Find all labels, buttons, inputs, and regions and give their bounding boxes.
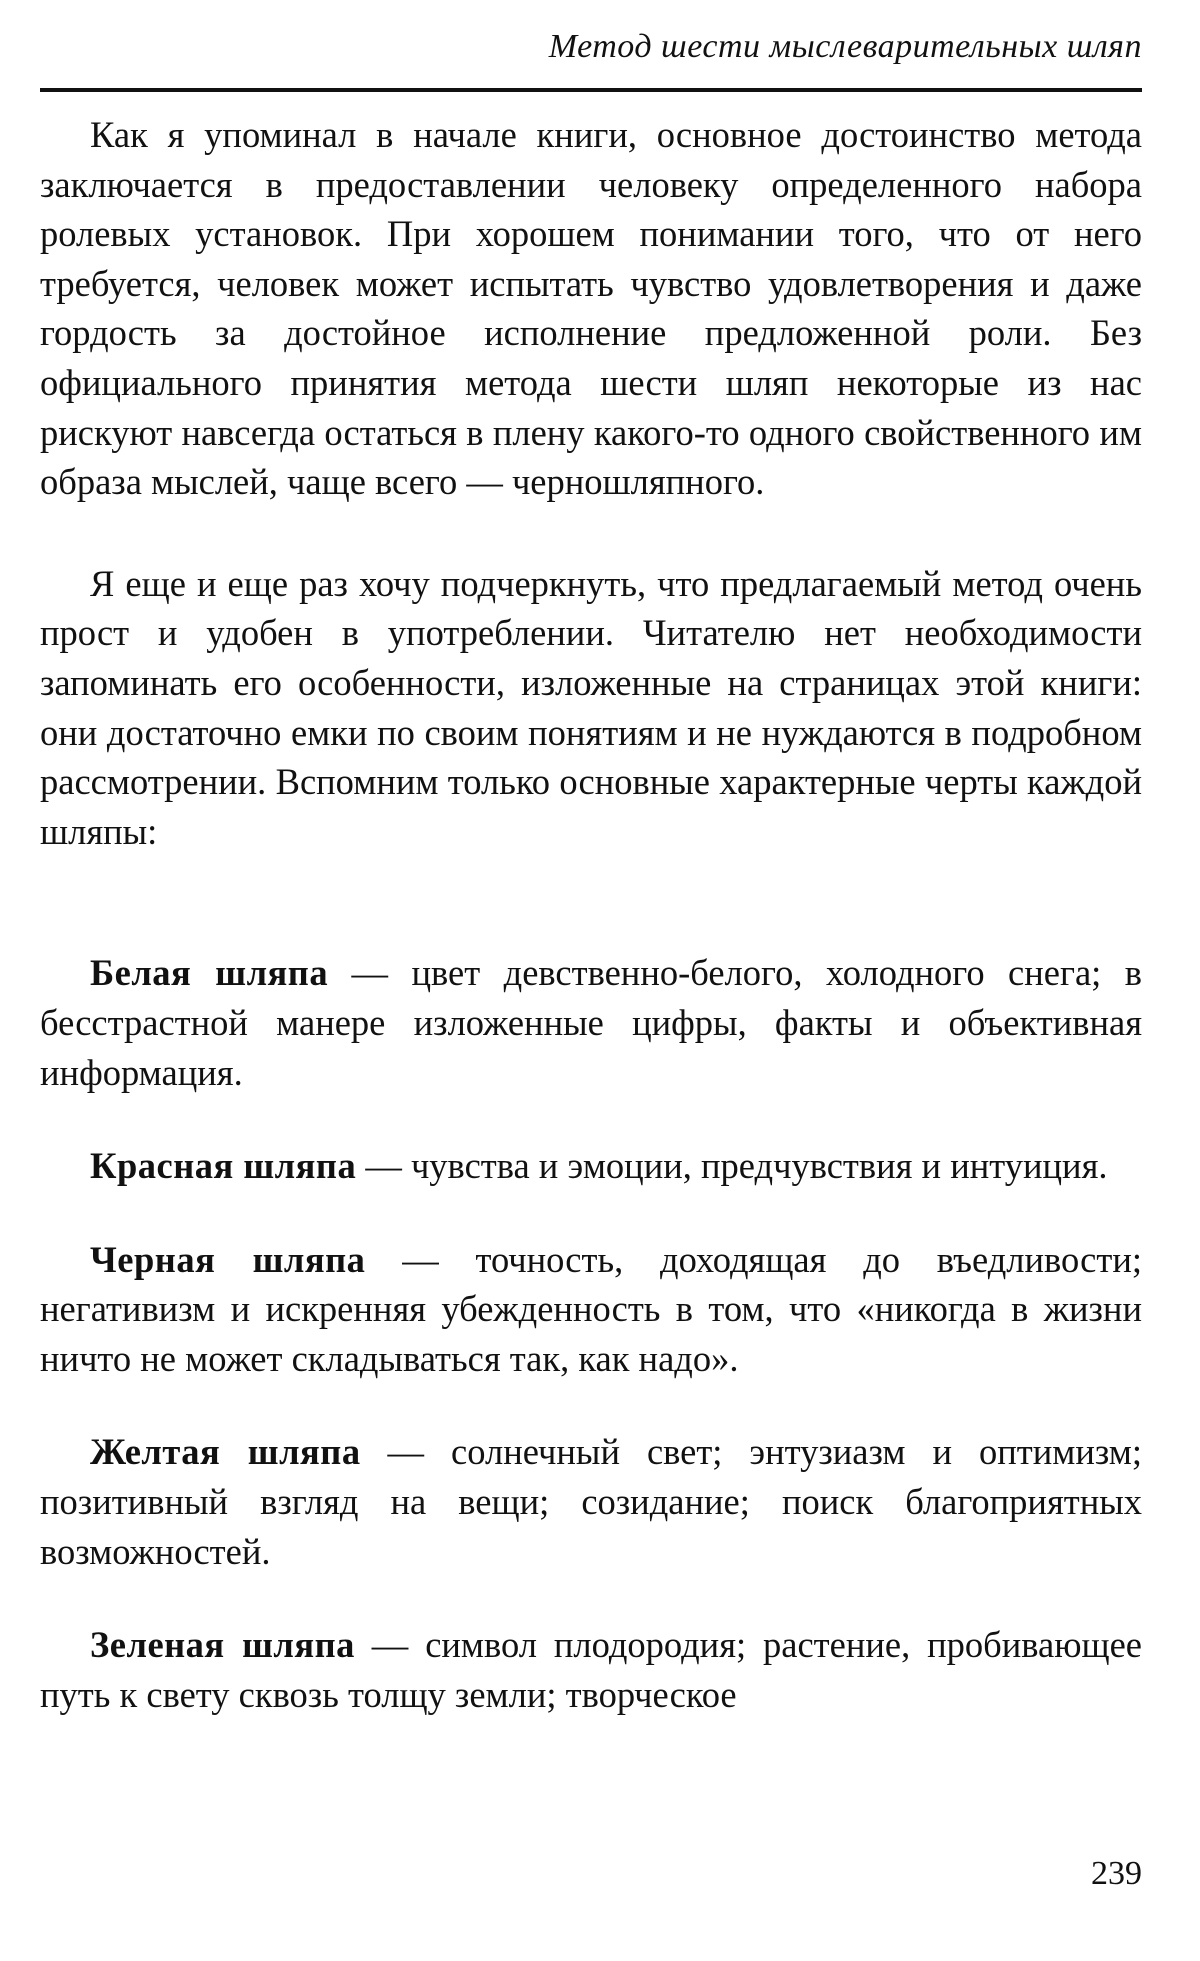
paragraph-intro: Как я упоминал в начале книги, основное достоинство метода заключается в предоставлении человеку определенного набора ролевых установок. При хорошем понимании того, что от него требуется, человек может испытать чувство удовлетворения и даже гордость за достойное исполнение предложенной роли. Без официального принятия метода шести шляп некоторые из нас рискуют навсегда остаться в плену какого-то одного свойственного им образа мыслей, чаще всего — черношляпного. <box>40 114 1142 503</box>
body-text <box>40 110 1142 1719</box>
hat-term-black: Черная шляпа <box>90 1238 366 1280</box>
hat-term-green: Зеленая шляпа <box>90 1624 355 1666</box>
hat-entry-black <box>40 1235 1142 1384</box>
hat-description-black: — точность, доходящая до въедливости; негативизм и искренняя убежденность в том, что «никогда в жизни ничто не может складываться так, как надо». <box>40 1238 1142 1379</box>
hat-description-green: — символ плодородия; растение, пробивающее путь к свету сквозь толщу земли; творческое <box>40 1624 1142 1715</box>
hat-entry-yellow <box>40 1427 1142 1576</box>
hat-entry-red <box>40 1141 1142 1191</box>
paragraph-method: Я еще и еще раз хочу подчеркнуть, что предлагаемый метод очень прост и удобен в употреблении. Читателю нет необходимости запоминать его особенности, изложенные на страницах этой книги: они достаточно емки по своим понятиям и не нуждаются в подробном рассмотрении. Вспомним только основные характерные черты каждой шляпы: <box>40 562 1142 852</box>
page-number: 239 <box>1091 1855 1142 1892</box>
book-page <box>40 0 1142 1961</box>
running-header: Метод шести мыслеварительных шляп <box>548 28 1142 65</box>
hat-description-yellow: — солнечный свет; энтузиазм и оптимизм; позитивный взгляд на вещи; созидание; поиск благоприятных возможностей. <box>40 1431 1142 1572</box>
header-rule <box>40 88 1142 92</box>
hat-description-red: — чувства и эмоции, предчувствия и интуиция. <box>356 1145 1108 1187</box>
hat-term-red: Красная шляпа <box>90 1145 357 1187</box>
hat-description-white: — цвет девственно-белого, холодного снега; в бесстрастной манере изложенные цифры, факты и объективная информация. <box>40 952 1142 1093</box>
hat-term-yellow: Желтая шляпа <box>90 1431 361 1473</box>
hat-term-white: Белая шляпа <box>90 952 329 994</box>
hat-entry-green <box>40 1620 1142 1719</box>
hat-entry-white <box>40 948 1142 1097</box>
